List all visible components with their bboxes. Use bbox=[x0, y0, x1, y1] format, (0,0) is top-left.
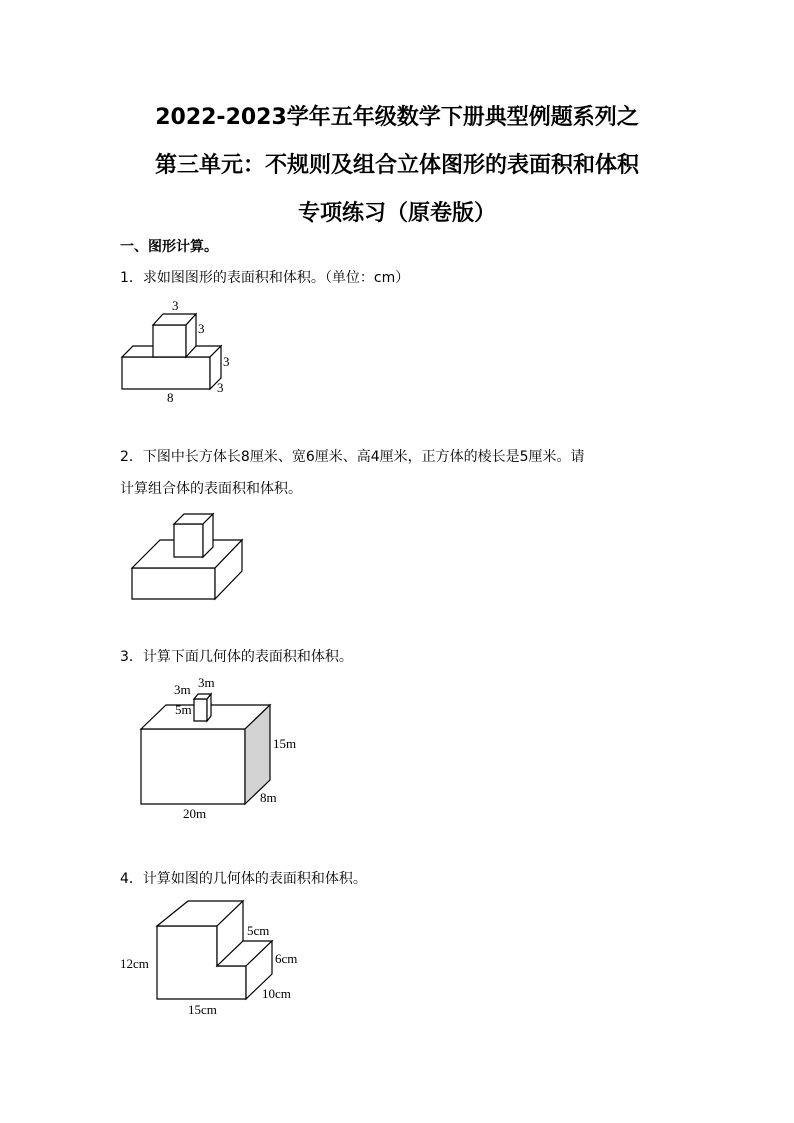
title-line-1: 2022-2023学年五年级数学下册典型例题系列之 bbox=[155, 105, 639, 130]
section-heading: 一、图形计算。 bbox=[120, 239, 218, 255]
question-2-text-line2: 计算组合体的表面积和体积。 bbox=[120, 481, 302, 497]
fig3-label-height: 15m bbox=[273, 736, 297, 751]
fig4-label-height: 12cm bbox=[120, 956, 149, 971]
fig4-label-step-height: 6cm bbox=[275, 951, 298, 966]
fig1-label-base-depth: 3 bbox=[217, 380, 224, 395]
fig1-label-base-length: 8 bbox=[167, 390, 174, 405]
fig3-label-small-height: 5m bbox=[175, 702, 192, 717]
fig4-label-depth: 10cm bbox=[262, 986, 291, 1001]
question-2-text-line1: 2．下图中长方体长8厘米、宽6厘米、高4厘米，正方体的棱长是5厘米。请 bbox=[120, 449, 585, 465]
fig1-label-cube-top: 3 bbox=[172, 298, 179, 313]
fig4-label-length: 15cm bbox=[188, 1002, 217, 1017]
question-1-text: 1．求如图图形的表面积和体积。（单位：cm） bbox=[120, 270, 410, 286]
fig3-label-small-width: 3m bbox=[174, 682, 191, 697]
question-4-text: 4．计算如图的几何体的表面积和体积。 bbox=[120, 871, 367, 887]
title-line-2: 第三单元：不规则及组合立体图形的表面积和体积 bbox=[154, 153, 639, 178]
fig3-label-length: 20m bbox=[183, 806, 207, 821]
question-3-text: 3．计算下面几何体的表面积和体积。 bbox=[120, 649, 353, 665]
fig1-label-cube-side: 3 bbox=[198, 321, 205, 336]
fig3-label-depth: 8m bbox=[260, 790, 277, 805]
fig3-label-small-depth: 3m bbox=[198, 675, 215, 690]
title-line-3: 专项练习（原卷版） bbox=[297, 201, 496, 226]
fig1-label-base-height: 3 bbox=[223, 354, 230, 369]
fig4-label-step: 5cm bbox=[247, 923, 270, 938]
